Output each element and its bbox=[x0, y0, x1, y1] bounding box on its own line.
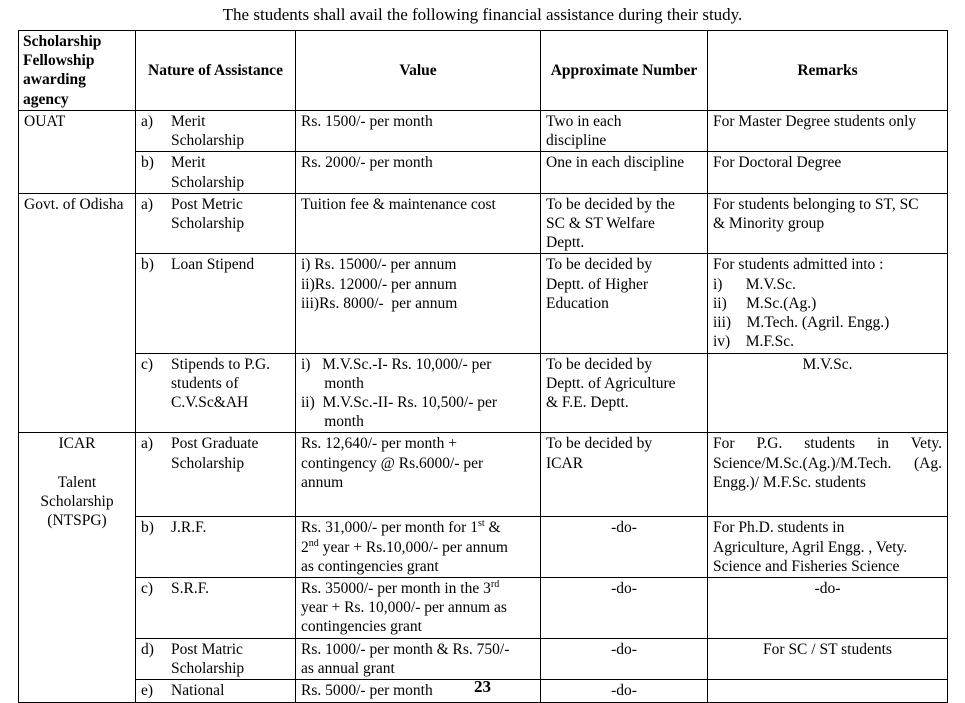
remarks-cell: For Ph.D. students in Agriculture, Agril Engg. , Vety. Science and Fisheries Science bbox=[708, 517, 948, 578]
agency-cell: Govt. of Odisha bbox=[19, 193, 136, 433]
value-cell: Rs. 1000/- per month & Rs. 750/- as annual grant bbox=[296, 639, 541, 680]
row-letter: a) bbox=[141, 112, 154, 130]
table-row bbox=[19, 254, 948, 353]
value-cell: i) M.V.Sc.-I- Rs. 10,000/- per month ii) M.V.Sc.-II- Rs. 10,500/- per month bbox=[296, 353, 541, 433]
remarks-cell: For Doctoral Degree bbox=[708, 152, 948, 193]
row-letter: d) bbox=[141, 641, 154, 659]
nature-text: Merit Scholarship bbox=[171, 154, 245, 191]
nature-text: National bbox=[171, 682, 225, 700]
value-cell: Rs. 31,000/- per month for 1st & 2nd year + Rs.10,000/- per annum as contingencies grant bbox=[296, 517, 541, 578]
table-row bbox=[19, 353, 948, 433]
nature-cell bbox=[136, 353, 296, 433]
value-cell: Rs. 35000/- per month in the 3rd year + Rs. 10,000/- per annum as contingencies grant bbox=[296, 578, 541, 639]
remarks-cell: For P.G. students in Vety. Science/M.Sc.(Ag.)/M.Tech. (Ag. Engg.)/ M.F.Sc. students bbox=[708, 433, 948, 517]
nature-text: Stipends to P.G. students of C.V.Sc&AH bbox=[171, 355, 271, 411]
approx-cell: To be decided by ICAR bbox=[541, 433, 708, 517]
table-row bbox=[19, 639, 948, 680]
agency-cell: ICAR Talent Scholarship (NTSPG) bbox=[19, 433, 136, 702]
approx-cell: -do- bbox=[541, 639, 708, 680]
financial-assistance-table bbox=[18, 30, 948, 703]
value-cell: Rs. 5000/- per month bbox=[296, 680, 541, 702]
nature-cell bbox=[136, 517, 296, 578]
nature-text: Merit Scholarship bbox=[171, 112, 245, 150]
row-letter: b) bbox=[141, 256, 154, 274]
nature-text: Post Matric Scholarship bbox=[171, 641, 245, 678]
row-letter: c) bbox=[141, 355, 154, 373]
value-cell: Rs. 1500/- per month bbox=[296, 110, 541, 151]
nature-text: Post Metric Scholarship bbox=[171, 195, 245, 232]
value-cell: i) Rs. 15000/- per annum ii)Rs. 12000/- per annum iii)Rs. 8000/- per annum bbox=[296, 254, 541, 353]
table-row bbox=[19, 152, 948, 193]
nature-cell bbox=[136, 110, 296, 151]
remarks-cell: For SC / ST students bbox=[708, 639, 948, 680]
nature-text: S.R.F. bbox=[171, 580, 209, 598]
value-cell: Tuition fee & maintenance cost bbox=[296, 193, 541, 254]
intro-text: The students shall avail the following financial assistance during their study. bbox=[222, 5, 743, 24]
table-row bbox=[19, 517, 948, 578]
row-letter: e) bbox=[141, 682, 154, 700]
nature-cell bbox=[136, 193, 296, 254]
approx-cell: To be decided by the SC & ST Welfare Deptt. bbox=[541, 193, 708, 254]
approx-cell: Two in each discipline bbox=[541, 110, 708, 151]
table-row bbox=[19, 433, 948, 517]
header-remarks: Remarks bbox=[708, 31, 948, 111]
approx-cell: -do- bbox=[541, 578, 708, 639]
header-agency: Scholarship Fellowship awarding agency bbox=[19, 31, 136, 111]
remarks-cell: M.V.Sc. bbox=[708, 353, 948, 433]
header-approx: Approximate Number bbox=[541, 31, 708, 111]
remarks-cell: For Master Degree students only bbox=[708, 110, 948, 151]
header-nature: Nature of Assistance bbox=[136, 31, 296, 111]
table-row bbox=[19, 193, 948, 254]
remarks-cell: For students admitted into : i) M.V.Sc. ii) M.Sc.(Ag.) iii) M.Tech. (Agril. Engg.) iv) M.F.Sc. bbox=[708, 254, 948, 353]
nature-text: J.R.F. bbox=[171, 519, 207, 537]
nature-cell bbox=[136, 639, 296, 680]
nature-text: Post Graduate Scholarship bbox=[171, 435, 259, 472]
remarks-cell: -do- bbox=[708, 578, 948, 639]
approx-cell: To be decided by Deptt. of Agriculture & F.E. Deptt. bbox=[541, 353, 708, 433]
agency-cell: OUAT bbox=[19, 110, 136, 193]
nature-cell bbox=[136, 578, 296, 639]
header-row bbox=[19, 31, 948, 111]
row-letter: c) bbox=[141, 580, 154, 598]
approx-cell: -do- bbox=[541, 680, 708, 702]
table-row bbox=[19, 578, 948, 639]
nature-cell bbox=[136, 254, 296, 353]
approx-cell: To be decided by Deptt. of Higher Education bbox=[541, 254, 708, 353]
row-letter: a) bbox=[141, 195, 154, 213]
nature-cell bbox=[136, 433, 296, 517]
value-cell: Rs. 2000/- per month bbox=[296, 152, 541, 193]
row-letter: b) bbox=[141, 154, 154, 172]
row-letter: a) bbox=[141, 435, 154, 453]
approx-cell: -do- bbox=[541, 517, 708, 578]
nature-cell bbox=[136, 152, 296, 193]
page-number: 23 bbox=[474, 677, 491, 696]
nature-text: Loan Stipend bbox=[171, 256, 255, 274]
row-letter: b) bbox=[141, 519, 154, 537]
header-value: Value bbox=[296, 31, 541, 111]
value-cell: Rs. 12,640/- per month + contingency @ Rs.6000/- per annum bbox=[296, 433, 541, 517]
table-row bbox=[19, 110, 948, 151]
remarks-cell: For students belonging to ST, SC & Minority group bbox=[708, 193, 948, 254]
approx-cell: One in each discipline bbox=[541, 152, 708, 193]
